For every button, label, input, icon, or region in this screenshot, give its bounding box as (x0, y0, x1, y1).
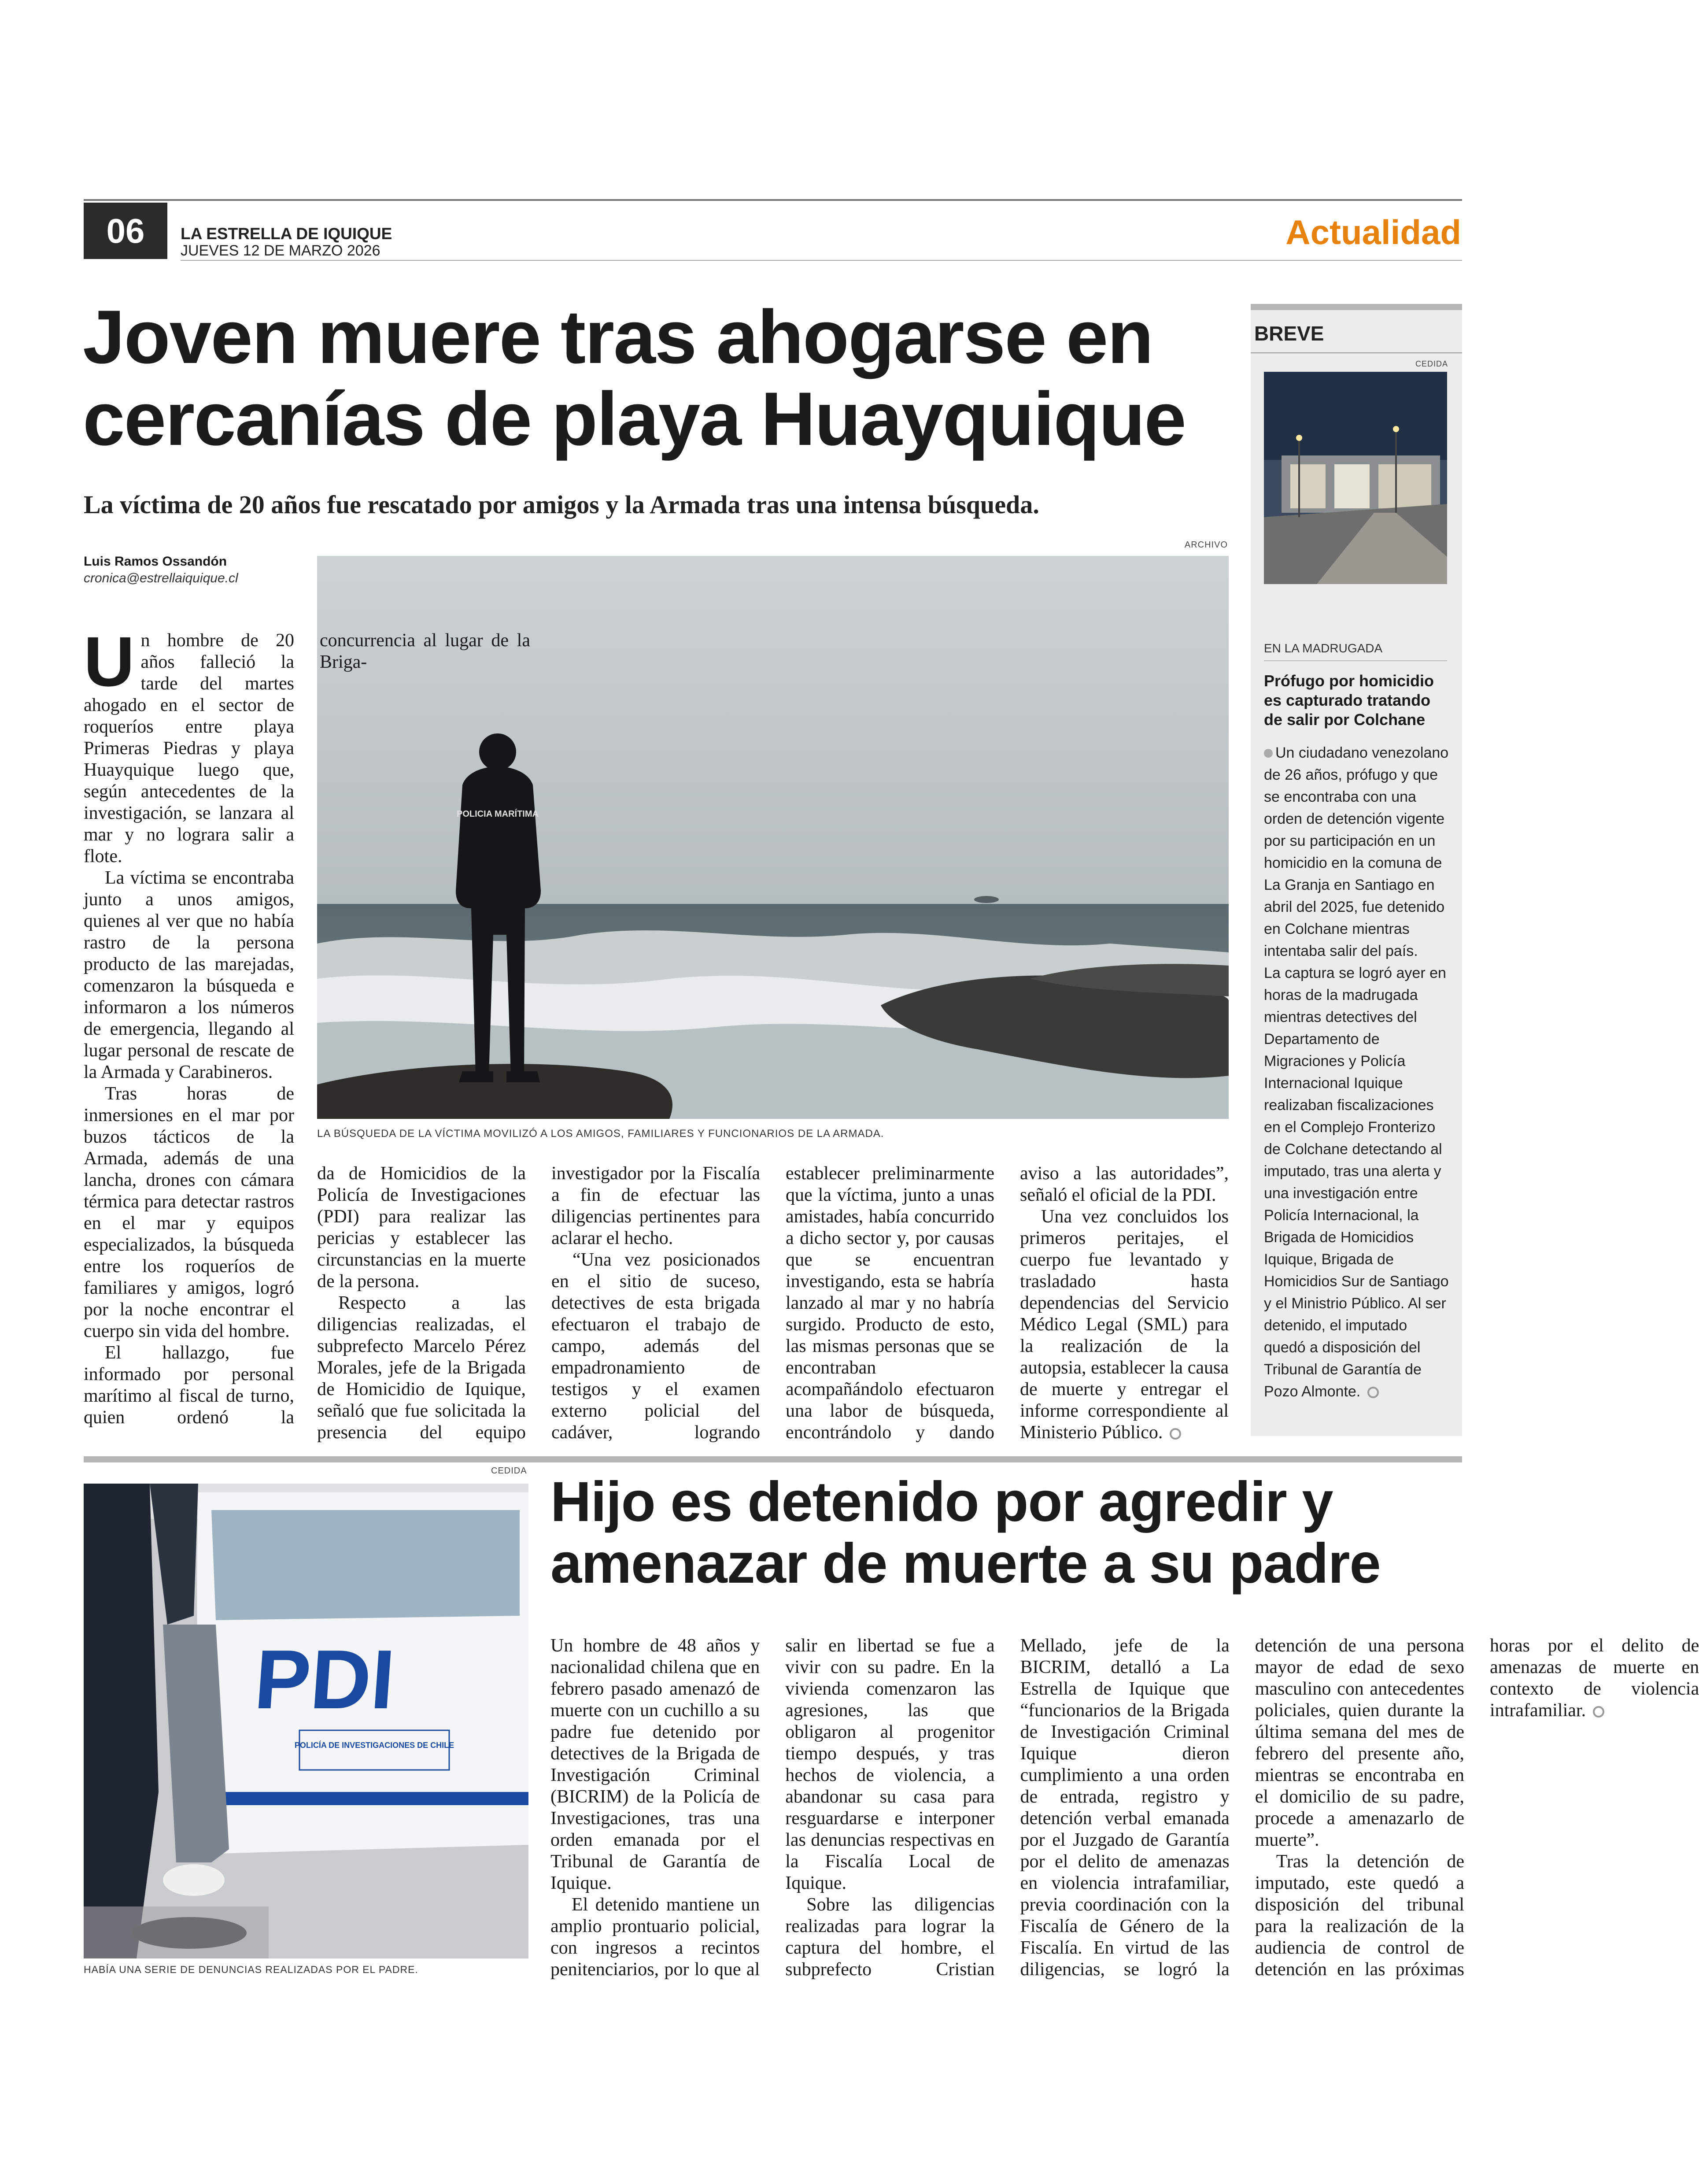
sidebar-breve (1251, 304, 1462, 1436)
article-paragraph: Un hombre de 48 años y nacionalidad chilena que en febrero pasado amenazó de muerte con un cuchillo a su padre fue detenido por detectives de la Brigada de Investigación Criminal (BICRIM) de la Policía de Investigaciones, tras una orden emanada por el Tribunal de Garantía de Iquique. (550, 1636, 760, 1893)
main-article-cols (317, 1163, 1229, 1445)
sidebar-divider (1251, 352, 1462, 353)
end-mark-icon (1170, 1428, 1181, 1440)
second-photo (84, 1484, 528, 1958)
main-headline: Joven muere tras ahogarse en cercanías de playa Huayquique (83, 295, 1186, 461)
drop-cap: U (84, 622, 135, 701)
second-article-cols (550, 1635, 1699, 1983)
author-email: cronica@estrellaiquique.cl (84, 571, 238, 585)
publication-name: LA ESTRELLA DE IQUIQUE (181, 225, 392, 243)
second-photo-caption: HABÍA UNA SERIE DE DENUNCIAS REALIZADAS POR EL PADRE. (84, 1964, 418, 1975)
bullet-icon (1264, 749, 1273, 758)
header-rule (84, 199, 1462, 201)
sidebar-headline: Prófugo por homicidio es capturado tratando de salir por Colchane (1264, 672, 1434, 729)
sidebar-paragraph: Un ciudadano venezolano de 26 años, prófugo y que se encontraba con una orden de detención vigente por su participación en un homicidio en la comuna de La Granja en Santiago en abril del 2025, fue detenido en Colchane mientras intentaba salir del país. (1264, 744, 1449, 959)
sidebar-photo-credit: CEDIDA (1415, 359, 1448, 368)
page-number: 06 (84, 203, 167, 259)
article-paragraph: Un hombre de 20 años falleció la tarde del martes ahogado en el sector de roqueríos entre playa Primeras Piedras y playa Huayquique luego que, según antecedentes de la investigación, se lanzara al mar y no lograra salir a flote. (84, 622, 294, 866)
article-paragraph: Una vez concluidos los primeros peritajes, el cuerpo fue levantado y trasladado hasta dependencias del Servicio Médico Legal (SML) para la realización de la autopsia, establecer la causa de muerte y entregar el informe correspondiente al Ministerio Público. (1020, 1207, 1229, 1443)
article-paragraph: da de Homicidios de la Policía de Investigaciones (PDI) para realizar las pericias y establecer las circunstancias en la muerte de la persona. (317, 1163, 526, 1292)
sidebar-label: BREVE (1254, 322, 1324, 345)
article-paragraph: “Una vez posicionados en el sitio de suceso, detectives de esta brigada efectuaron el trabajo de campo, además del empadronamiento de testigos y el examen externo policial del cadáver, logrando establecer preliminarmente que la víctima, junto a unas amistades, había concurrido a dicho sector y, por causas que se encuentran investigando, esta se habría lanzado al mar y no habría surgido. Producto de esto, las mismas personas que se encontraban acompañándolo efectuaron una labor de búsqueda, encontrándolo y dando aviso a las autoridades”, señaló el oficial de la PDI. (551, 1163, 1229, 1443)
article-paragraph: El detenido mantiene un amplio prontuario policial, con ingresos a recintos penitenciarios, por lo que al salir en libertad se fue a vivir con su padre. En la vivienda comenzaron las agresiones, las que obligaron al progenitor tiempo después, y tras hechos de violencia, a abandonar su casa para resguardarse e interponer las denuncias respectivas en la Fiscalía Local de Iquique. (550, 1636, 995, 1980)
article-paragraph: El hallazgo, fue informado por personal marítimo al fiscal de turno, quien ordenó la concurrencia al lugar de la Briga- (84, 630, 530, 1428)
border-crossing-illustration (1264, 372, 1447, 584)
author-name: Luis Ramos Ossandón (84, 554, 227, 569)
second-headline: Hijo es detenido por agredir y amenazar de muerte a su padre (550, 1470, 1381, 1595)
photo-credit: ARCHIVO (1184, 540, 1228, 550)
vest-text: POLICIA MARÍTIMA (457, 809, 539, 819)
car-small-text: POLICÍA DE INVESTIGACIONES DE CHILE (294, 1741, 454, 1750)
article-paragraph: Sobre las diligencias realizadas para lograr la captura del hombre, el subprefecto Cristian Mellado, jefe de la BICRIM, detalló a La Estrella de Iquique que “funcionarios de la Brigada de Investigación Criminal Iquique dieron cumplimiento a una orden de entrada, registro y detención verbal emanada por el Juzgado de Garantía por el delito de amenazas en violencia intrafamiliar, previa coordinación con la Fiscalía de Género de la Fiscalía. En virtud de las diligencias, se logró la detención de una persona mayor de edad de sexo masculino con antecedentes policiales, quien durante la última semana del mes de febrero del presente año, mientras se encontraba en el domicilio de su padre, procede a amenazarlo de muerte”. (785, 1636, 1464, 1980)
sidebar-body (1264, 742, 1449, 1403)
sidebar-photo (1264, 372, 1447, 584)
car-pdi-text: PDI (251, 1633, 398, 1726)
end-mark-icon (1367, 1387, 1379, 1398)
article-paragraph: Respecto a las diligencias realizadas, el subprefecto Marcelo Pérez Morales, jefe de la Brigada de Homicidio de Iquique, señaló que fue solicitada la presencia del equipo investigador por la Fiscalía a fin de efectuar las diligencias pertinentes para aclarar el hecho. (317, 1163, 760, 1443)
issue-date: JUEVES 12 DE MARZO 2026 (181, 242, 380, 259)
article-paragraph: Tras la detención de imputado, este quedó a disposición del tribunal para la realización de la audiencia de control de detención en las próximas horas por el delito de amenazas de muerte en contexto de violencia intrafamiliar. (1255, 1636, 1699, 1980)
section-divider (84, 1456, 1462, 1462)
pdi-car-illustration (84, 1484, 528, 1958)
main-subheadline: La víctima de 20 años fue rescatado por amigos y la Armada tras una intensa búsqueda. (84, 490, 1039, 519)
sidebar-photo-caption: EN LA MADRUGADA (1264, 641, 1383, 655)
sidebar-paragraph: La captura se logró ayer en horas de la madrugada mientras detectives del Departamento de Migraciones y Policía Internacional Iquique realizaban fiscalizaciones en el Complejo Fronterizo de Colchane detectando al imputado, tras una alerta y una investigación entre Policía Internacional, la Brigada de Homicidios Iquique, Brigada de Homicidios Sur de Santiago y el Ministrio Público. Al ser detenido, el imputado quedó a disposición del Tribunal de Garantía de Pozo Almonte. (1264, 965, 1449, 1400)
article-paragraph: La víctima se encontraba junto a unos amigos, quienes al ver que no había rastro de la persona producto de las marejadas, comenzaron la búsqueda e informaron a los números de emergencia, llegando al lugar personal de rescate de la Armada y Carabineros. (84, 868, 294, 1082)
main-photo-caption: LA BÚSQUEDA DE LA VÍCTIMA MOVILIZÓ A LOS AMIGOS, FAMILIARES Y FUNCIONARIOS DE LA ARMADA. (317, 1128, 884, 1140)
header-rule-bottom (181, 260, 1462, 261)
sidebar-caption-rule (1264, 660, 1447, 661)
section-title: Actualidad (1285, 213, 1461, 252)
second-photo-credit: CEDIDA (491, 1466, 527, 1476)
end-mark-icon (1593, 1706, 1604, 1718)
article-paragraph: Tras horas de inmersiones en el mar por buzos tácticos de la Armada, además de una lancha, drones con cámara térmica para detectar rastros en el mar y equipos especializados, la búsqueda entre los roqueríos de familiares y amigos, logró por la noche encontrar el cuerpo sin vida del hombre. (84, 1084, 294, 1341)
